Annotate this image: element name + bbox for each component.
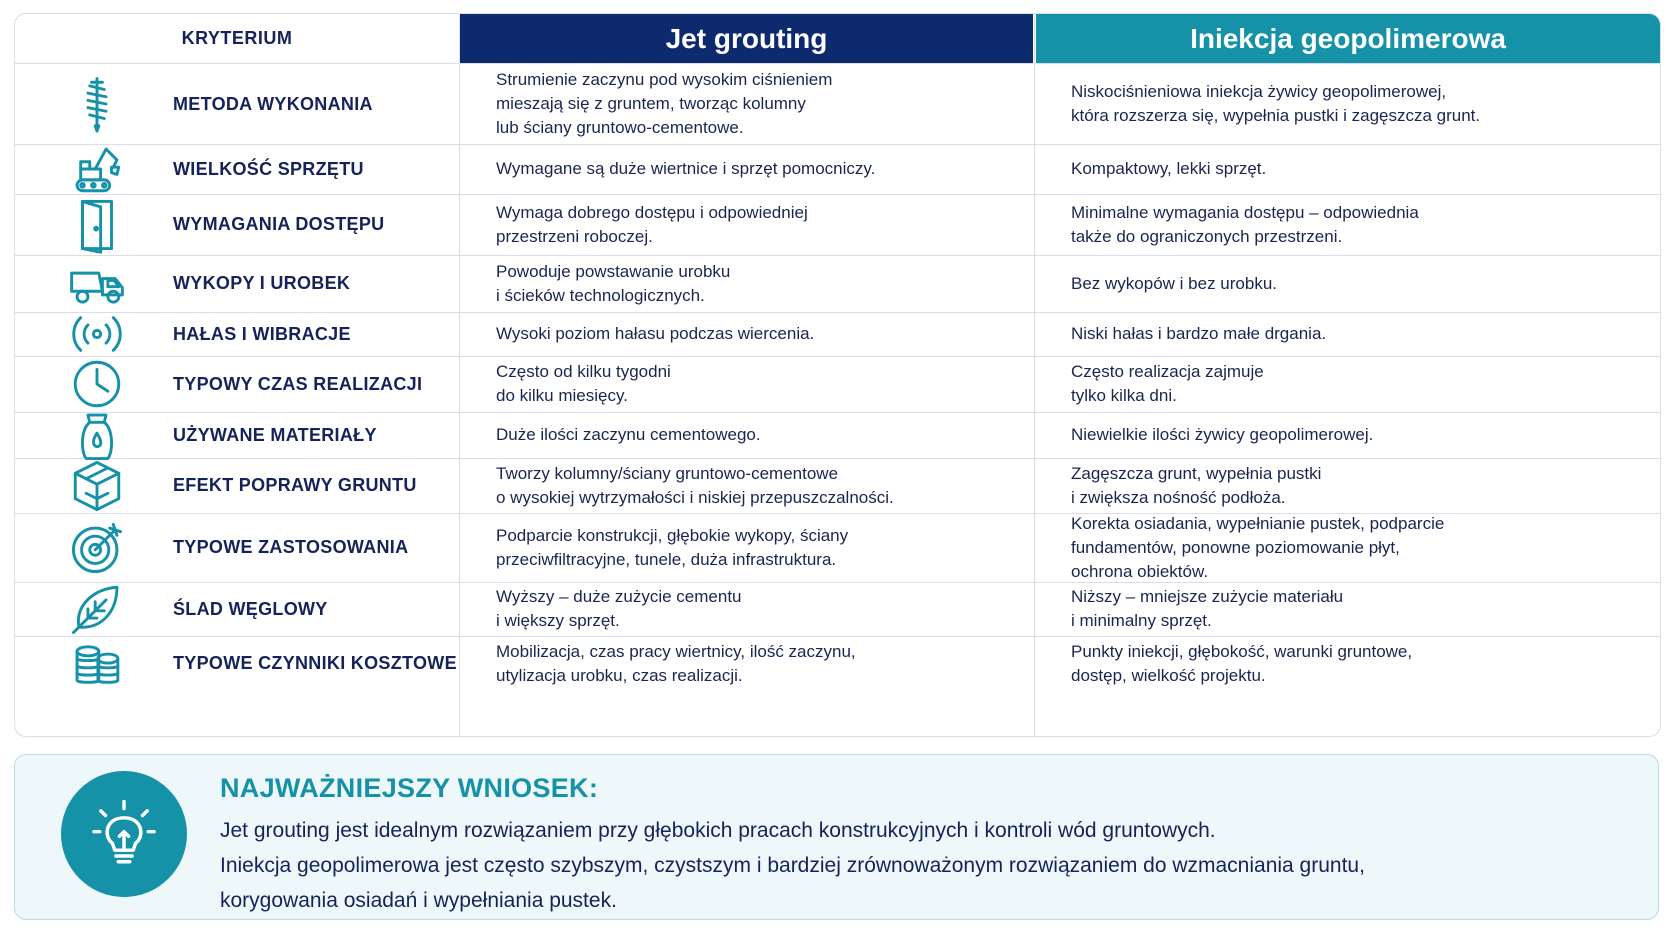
- lightbulb-icon: [61, 771, 187, 897]
- conclusion-box: [14, 754, 1659, 920]
- jet-grouting-cell: Duże ilości zaczynu cementowego.: [496, 425, 761, 444]
- geopolymer-cell: Niskociśnieniowa iniekcja żywicy geopolimerowej, która rozszerza się, wypełnia pustki i zagęszcza grunt.: [1071, 82, 1481, 125]
- conclusion-line: Iniekcja geopolimerowa jest często szybszym, czystszym i bardziej zrównoważonym rozwiązaniem do wzmacniania gruntu,: [220, 854, 1365, 877]
- table-row: [15, 513, 1660, 583]
- criterion-label: TYPOWE CZYNNIKI KOSZTOWE: [173, 653, 457, 673]
- geopolymer-cell: Często realizacja zajmuje tylko kilka dni.: [1071, 362, 1264, 405]
- criterion-label: WIELKOŚĆ SPRZĘTU: [173, 158, 364, 179]
- geopolymer-cell: Niski hałas i bardzo małe drgania.: [1071, 324, 1327, 343]
- jet-grouting-cell: Wysoki poziom hałasu podczas wiercenia.: [496, 324, 815, 343]
- table-row: [15, 636, 1660, 691]
- geopolymer-cell: Zagęszcza grunt, wypełnia pustki i zwiększa nośność podłoża.: [1071, 463, 1322, 507]
- table-row: [15, 255, 1660, 313]
- geopolymer-cell: Niewielkie ilości żywicy geopolimerowej.: [1071, 425, 1374, 444]
- geopolymer-cell: Niższy – mniejsze zużycie materiału i minimalny sprzęt.: [1071, 587, 1344, 630]
- drill-auger-icon: [43, 64, 151, 144]
- conclusion-line: Jet grouting jest idealnym rozwiązaniem przy głębokich pracach konstrukcyjnych i kontroli wód gruntowych.: [220, 819, 1216, 842]
- criterion-label: ŚLAD WĘGLOWY: [173, 598, 328, 619]
- header-geopolymer: Iniekcja geopolimerowa: [1036, 14, 1660, 63]
- criterion-label: METODA WYKONANIA: [173, 93, 373, 114]
- jet-grouting-cell: Mobilizacja, czas pracy wiertnicy, ilość zaczynu, utylizacja urobku, czas realizacji.: [496, 641, 856, 685]
- table-row: [15, 582, 1660, 637]
- conclusion-line: korygowania osiadań i wypełniania pustek.: [220, 889, 617, 912]
- cube-icon: [43, 458, 151, 513]
- column-divider: [459, 14, 460, 736]
- material-bag-icon: [43, 412, 151, 458]
- criterion-label: TYPOWY CZAS REALIZACJI: [173, 373, 423, 394]
- jet-grouting-cell: Często od kilku tygodni do kilku miesięcy.: [496, 362, 671, 405]
- geopolymer-cell: Kompaktowy, lekki sprzęt.: [1071, 159, 1267, 178]
- header-criterion: KRYTERIUM: [181, 28, 293, 48]
- conclusion-title: NAJWAŻNIEJSZY WNIOSEK:: [220, 773, 599, 803]
- criterion-label: WYKOPY I UROBEK: [173, 273, 351, 293]
- geopolymer-cell: Bez wykopów i bez urobku.: [1071, 273, 1277, 293]
- jet-grouting-cell: Wyższy – duże zużycie cementu i większy sprzęt.: [496, 587, 742, 630]
- jet-grouting-cell: Podparcie konstrukcji, głębokie wykopy, ściany przeciwfiltracyjne, tunele, duża infrastruktura.: [496, 525, 849, 569]
- header-jet-grouting: Jet grouting: [460, 14, 1033, 63]
- coins-icon: [43, 636, 151, 691]
- leaf-icon: [43, 582, 151, 636]
- target-icon: [43, 513, 151, 582]
- table-row: [15, 356, 1660, 413]
- jet-grouting-cell: Strumienie zaczynu pod wysokim ciśnieniem mieszają się z gruntem, tworząc kolumny lub ściany gruntowo-cementowe.: [496, 70, 833, 137]
- table-row: [15, 412, 1660, 459]
- comparison-table: [14, 13, 1661, 737]
- excavator-icon: [43, 144, 151, 194]
- dump-truck-icon: [43, 255, 151, 312]
- table-header: [15, 14, 1660, 64]
- criterion-label: HAŁAS I WIBRACJE: [173, 323, 351, 344]
- geopolymer-cell: Minimalne wymagania dostępu – odpowiednia także do ograniczonych przestrzeni.: [1071, 202, 1419, 246]
- conclusion-text: [220, 813, 1365, 918]
- criterion-label: TYPOWE ZASTOSOWANIA: [173, 537, 409, 557]
- column-divider: [1034, 14, 1035, 736]
- door-icon: [43, 194, 151, 255]
- criterion-label: WYMAGANIA DOSTĘPU: [173, 214, 385, 234]
- vibration-icon: [43, 312, 151, 356]
- criterion-label: EFEKT POPRAWY GRUNTU: [173, 475, 417, 495]
- table-row: [15, 312, 1660, 357]
- jet-grouting-cell: Wymaga dobrego dostępu i odpowiedniej przestrzeni roboczej.: [496, 202, 808, 246]
- criterion-label: UŻYWANE MATERIAŁY: [173, 424, 377, 445]
- jet-grouting-cell: Wymagane są duże wiertnice i sprzęt pomocniczy.: [496, 159, 876, 178]
- table-row: [15, 458, 1660, 514]
- table-row: [15, 144, 1660, 195]
- geopolymer-cell: Korekta osiadania, wypełnianie pustek, podparcie fundamentów, ponowne poziomowanie płyt, ochrona obiektów.: [1071, 513, 1445, 581]
- table-row: [15, 194, 1660, 256]
- jet-grouting-cell: Powoduje powstawanie urobku i ścieków technologicznych.: [496, 261, 731, 305]
- geopolymer-cell: Punkty iniekcji, głębokość, warunki gruntowe, dostęp, wielkość projektu.: [1071, 641, 1413, 685]
- clock-icon: [43, 356, 151, 412]
- jet-grouting-cell: Tworzy kolumny/ściany gruntowo-cementowe o wysokiej wytrzymałości i niskiej przepuszczalności.: [496, 463, 894, 507]
- table-row: [15, 64, 1660, 145]
